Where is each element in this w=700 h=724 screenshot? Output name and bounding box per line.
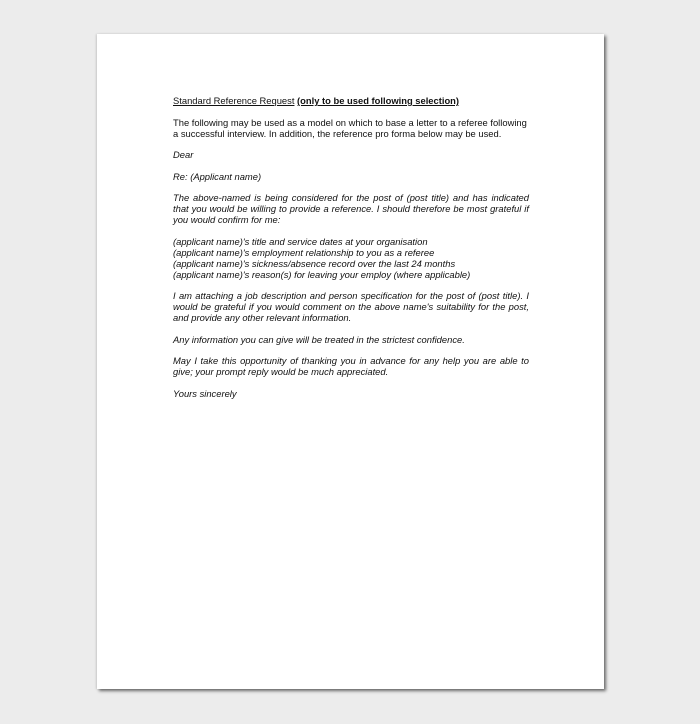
- letter-content: [173, 95, 529, 409]
- salutation: Dear: [173, 149, 194, 160]
- intro-line: The following may be used as a model on which to base a letter to a referee following: [173, 116, 527, 128]
- document-page: [97, 34, 604, 689]
- intro-line: a successful interview. In addition, the reference pro forma below may be used.: [173, 127, 502, 139]
- intro-paragraph: [173, 117, 529, 139]
- paragraph-confidence: Any information you can give will be treated in the strictest confidence.: [173, 333, 465, 345]
- confirm-item: (applicant name)'s reason(s) for leaving your employ (where applicable): [173, 268, 471, 280]
- title-bold: (only to be used following selection): [297, 95, 460, 106]
- title-plain: Standard Reference Request: [173, 95, 295, 106]
- paragraph-attaching: I am attaching a job description and person specification for the post of (post title). I would be grateful if you would comment on the above name's suitability for the post, and provide any other relevant information.: [173, 290, 529, 323]
- confirm-item: (applicant name)'s sickness/absence record over the last 24 months: [173, 257, 456, 269]
- paragraph-thanks: May I take this opportunity of thanking you in advance for any help you are able to give; your prompt reply would be much appreciated.: [173, 355, 529, 377]
- closing: Yours sincerely: [173, 387, 237, 399]
- confirm-item: (applicant name)'s title and service dates at your organisation: [173, 235, 428, 247]
- paragraph-considered: The above-named is being considered for the post of (post title) and has indicated that you would be willing to provide a reference. I should therefore be most grateful if you would confirm for me:: [173, 192, 529, 225]
- confirm-item: (applicant name)'s employment relationship to you as a referee: [173, 246, 435, 258]
- document-title: [173, 95, 529, 106]
- confirm-list: [173, 236, 529, 280]
- re-line: Re: (Applicant name): [173, 170, 262, 182]
